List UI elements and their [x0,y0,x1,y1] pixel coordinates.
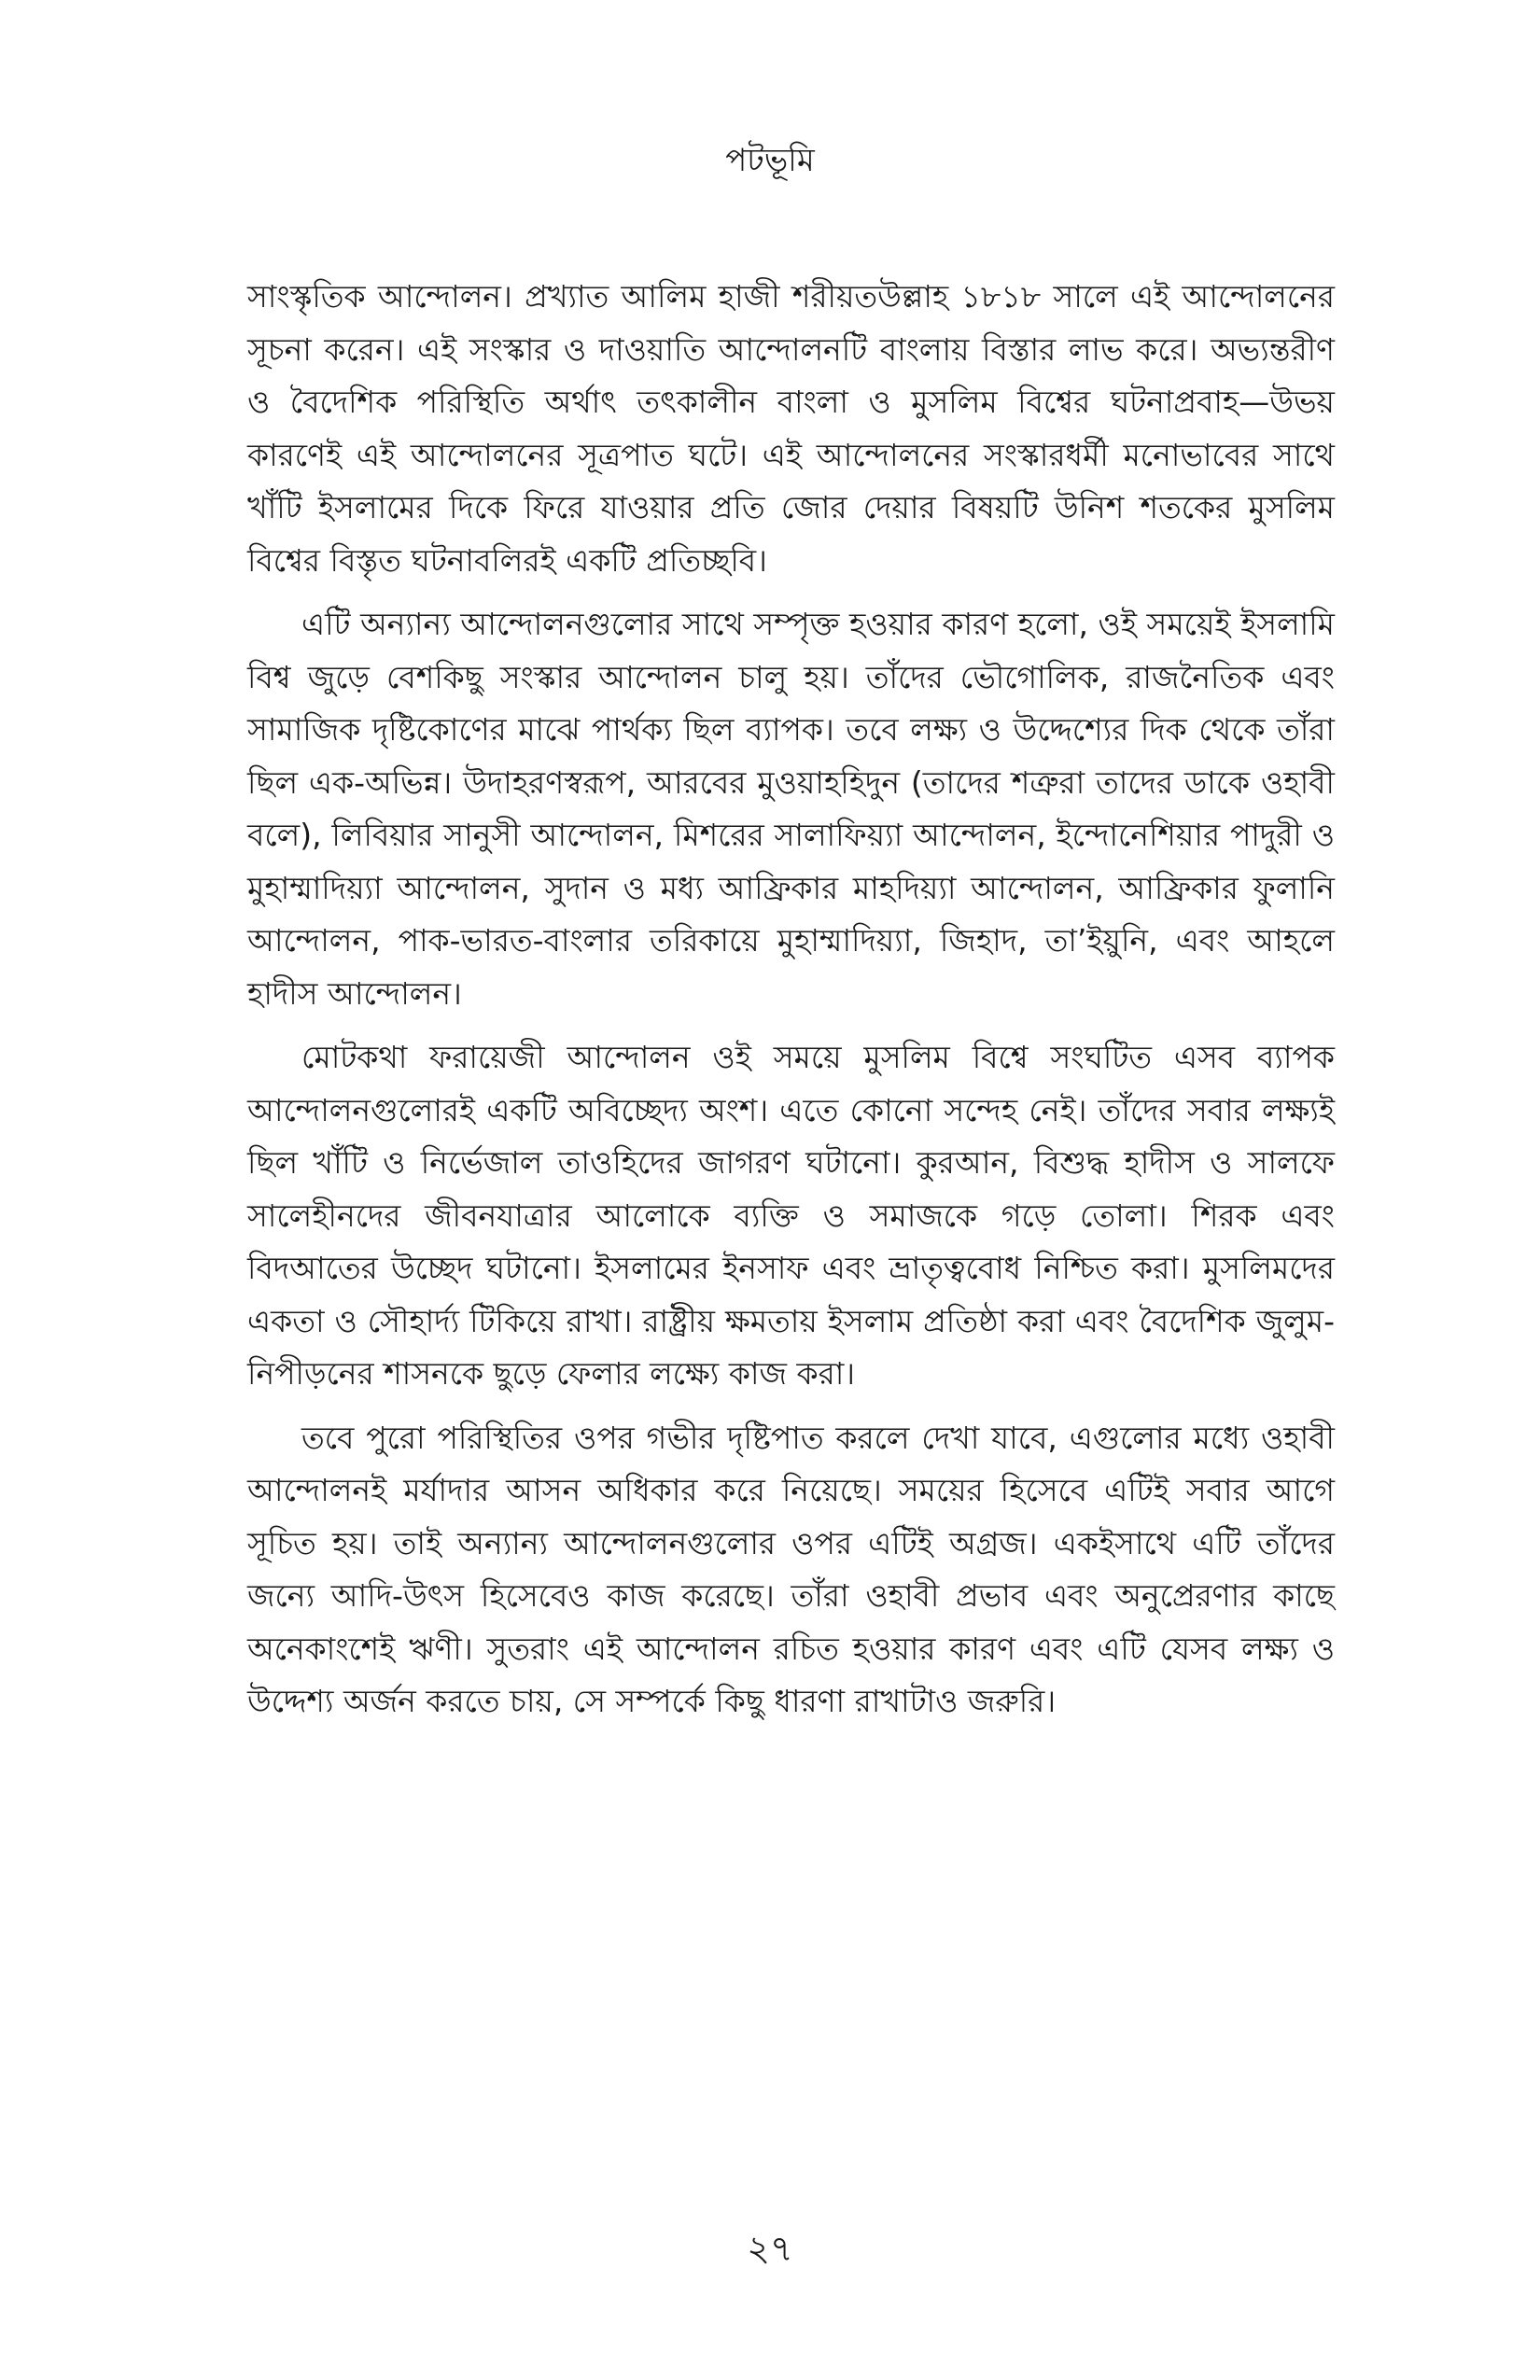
paragraph-3: মোটকথা ফরায়েজী আন্দোলন ওই সময়ে মুসলিম বিশ্বে সংঘটিত এসব ব্যাপক আন্দোলনগুলোরই একটি অবিচ্ছেদ্য অংশ। এতে কোনো সন্দেহ নেই। তাঁদের সবার লক্ষ্যই ছিল খাঁটি ও নির্ভেজাল তাওহিদের জাগরণ ঘটানো। কুরআন, বিশুদ্ধ হাদীস ও সালফে সালেহীনদের জীবনযাত্রার আলোকে ব্যক্তি ও সমাজকে গড়ে তোলা। শিরক এবং বিদআতের উচ্ছেদ ঘটানো। ইসলামের ইনসাফ এবং ভ্রাতৃত্ববোধ নিশ্চিত করা। মুসলিমদের একতা ও সৌহার্দ্য টিকিয়ে রাখা। রাষ্ট্রীয় ক্ষমতায় ইসলাম প্রতিষ্ঠা করা এবং বৈদেশিক জুলুম-নিপীড়নের শাসনকে ছুড়ে ফেলার লক্ষ্যে কাজ করা। [247,1039,1335,1392]
page-number: ২৭ [747,2228,793,2269]
paragraph-1: সাংস্কৃতিক আন্দোলন। প্রখ্যাত আলিম হাজী শরীয়তউল্লাহ ১৮১৮ সালে এই আন্দোলনের সূচনা করেন। এই সংস্কার ও দাওয়াতি আন্দোলনটি বাংলায় বিস্তার লাভ করে। অভ্যন্তরীণ ও বৈদেশিক পরিস্থিতি অর্থাৎ তৎকালীন বাংলা ও মুসলিম বিশ্বের ঘটনাপ্রবাহ—উভয় কারণেই এই আন্দোলনের সূত্রপাত ঘটে। এই আন্দোলনের সংস্কারধর্মী মনোভাবের সাথে খাঁটি ইসলামের দিকে ফিরে যাওয়ার প্রতি জোর দেয়ার বিষয়টি উনিশ শতকের মুসলিম বিশ্বের বিস্তৃত ঘটনাবলিরই একটি প্রতিচ্ছবি। [247,278,1335,579]
running-header: পটভূমি [725,142,815,179]
paragraph-2: এটি অন্যান্য আন্দোলনগুলোর সাথে সম্পৃক্ত হওয়ার কারণ হলো, ওই সময়েই ইসলামি বিশ্ব জুড়ে বেশকিছু সংস্কার আন্দোলন চালু হয়। তাঁদের ভৌগোলিক, রাজনৈতিক এবং সামাজিক দৃষ্টিকোণের মাঝে পার্থক্য ছিল ব্যাপক। তবে লক্ষ্য ও উদ্দেশ্যের দিক থেকে তাঁরা ছিল এক-অভিন্ন। উদাহরণস্বরূপ, আরবের মুওয়াহহিদুন (তাদের শত্রুরা তাদের ডাকে ওহাবী বলে), লিবিয়ার সানুসী আন্দোলন, মিশরের সালাফিয়্যা আন্দোলন, ইন্দোনেশিয়ার পাদুরী ও মুহাম্মাদিয়্যা আন্দোলন, সুদান ও মধ্য আফ্রিকার মাহদিয়্যা আন্দোলন, আফ্রিকার ফুলানি আন্দোলন, পাক-ভারত-বাংলার তরিকায়ে মুহাম্মাদিয়্যা, জিহাদ, তা’ইয়ুনি, এবং আহলে হাদীস আন্দোলন। [247,606,1335,1012]
paragraph-4: তবে পুরো পরিস্থিতির ওপর গভীর দৃষ্টিপাত করলে দেখা যাবে, এগুলোর মধ্যে ওহাবী আন্দোলনই মর্যাদার আসন অধিকার করে নিয়েছে। সময়ের হিসেবে এটিই সবার আগে সূচিত হয়। তাই অন্যান্য আন্দোলনগুলোর ওপর এটিই অগ্রজ। একইসাথে এটি তাঁদের জন্যে আদি-উৎস হিসেবেও কাজ করেছে। তাঁরা ওহাবী প্রভাব এবং অনুপ্রেরণার কাছে অনেকাংশেই ঋণী। সুতরাং এই আন্দোলন রচিত হওয়ার কারণ এবং এটি যেসব লক্ষ্য ও উদ্দেশ্য অর্জন করতে চায়, সে সম্পর্কে কিছু ধারণা রাখাটাও জরুরি। [247,1419,1335,1719]
body-text [247,271,1335,1740]
